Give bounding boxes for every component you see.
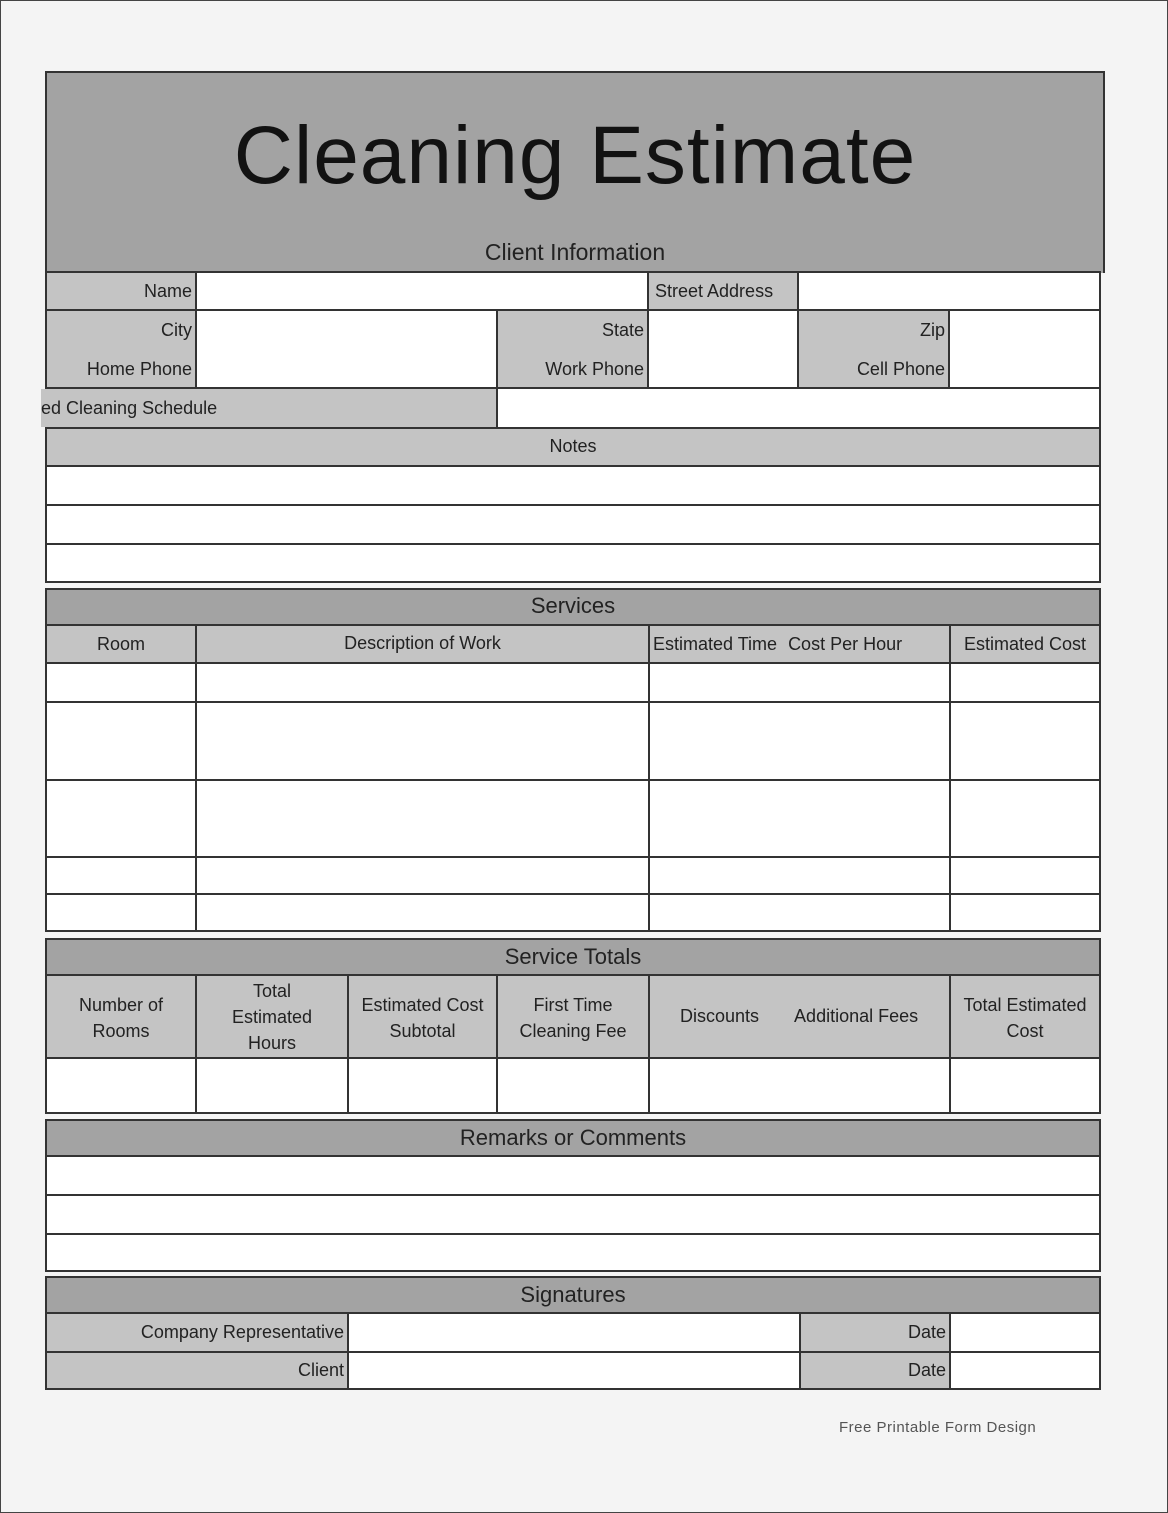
col-cost-per-hour: Cost Per Hour [788,634,903,654]
remarks-heading: Remarks or Comments [47,1121,1099,1155]
col-description: Description of Work [197,626,650,662]
time-cost-cell[interactable] [650,664,951,701]
services-row [47,779,1099,856]
zip-cell-phone-field[interactable] [950,311,1099,387]
services-row [47,893,1099,930]
room-cell[interactable] [47,895,197,930]
room-cell[interactable] [47,703,197,779]
company-rep-signature-field[interactable] [349,1314,801,1351]
description-cell[interactable] [197,664,650,701]
street-address-field[interactable] [799,273,1099,309]
city-phone-labels [47,311,197,387]
company-rep-row [47,1312,1099,1351]
estimated-cost-cell[interactable] [951,858,1099,893]
client-sign-row [47,1351,1099,1388]
col-time-cost [650,626,951,662]
state-label: State [601,320,644,340]
remarks-line-1[interactable] [47,1155,1099,1194]
client-signature-field[interactable] [349,1353,801,1388]
company-rep-label: Company Representative [47,1314,349,1351]
title-banner [45,71,1105,273]
services-row [47,856,1099,893]
state-work-phone-field[interactable] [649,311,799,387]
remarks-line-2[interactable] [47,1194,1099,1233]
services-section [45,588,1101,932]
page-title: Cleaning Estimate [233,110,917,201]
date-label: Date [801,1314,951,1351]
hours-value[interactable] [197,1059,349,1112]
home-phone-label: Home Phone [86,359,192,379]
room-cell[interactable] [47,781,197,856]
name-field[interactable] [197,273,649,309]
schedule-label: ed Cleaning Schedule [41,389,498,427]
col-cost-subtotal: Estimated Cost Subtotal [349,976,498,1057]
client-info-heading: Client Information [484,239,666,265]
col-room: Room [47,626,197,662]
services-header-row [47,624,1099,662]
time-cost-cell[interactable] [650,703,951,779]
notes-label: Notes [47,427,1099,465]
signatures-section [45,1276,1101,1390]
state-work-labels [498,311,649,387]
city-phone-row [47,309,1099,387]
col-estimated-cost: Estimated Cost [963,634,1087,654]
street-address-label: Street Address [649,273,799,309]
cell-phone-label: Cell Phone [856,359,945,379]
discounts-fees-value[interactable] [650,1059,951,1112]
estimated-cost-cell[interactable] [951,703,1099,779]
description-cell[interactable] [197,703,650,779]
time-cost-cell[interactable] [650,781,951,856]
date-label: Date [801,1353,951,1388]
room-cell[interactable] [47,664,197,701]
time-cost-cell[interactable] [650,858,951,893]
work-phone-label: Work Phone [545,359,644,379]
service-totals-section [45,938,1101,1114]
signatures-heading: Signatures [47,1278,1099,1312]
services-heading: Services [47,590,1099,624]
city-label: City [161,320,192,340]
col-additional-fees: Additional Fees [794,1006,919,1026]
description-cell[interactable] [197,781,650,856]
remarks-line-3[interactable] [47,1233,1099,1270]
col-first-time-fee: First Time Cleaning Fee [498,976,650,1057]
name-row [47,271,1099,309]
schedule-row [41,387,1099,427]
totals-value-row [47,1057,1099,1112]
company-rep-date-field[interactable] [951,1314,1099,1351]
description-cell[interactable] [197,895,650,930]
col-total-estimated-cost: Total Estimated Cost [963,995,1087,1041]
services-row [47,701,1099,779]
estimated-cost-cell[interactable] [951,895,1099,930]
city-home-phone-field[interactable] [197,311,498,387]
col-discounts-fees [650,976,951,1057]
notes-line-1[interactable] [47,465,1099,504]
services-row [47,662,1099,701]
client-label: Client [47,1353,349,1388]
zip-label: Zip [919,320,945,340]
notes-line-3[interactable] [47,543,1099,581]
name-label: Name [47,273,197,309]
time-cost-cell[interactable] [650,895,951,930]
totals-header-row [47,974,1099,1057]
col-estimated-time: Estimated Time [653,634,778,654]
description-cell[interactable] [197,858,650,893]
first-time-fee-value[interactable] [498,1059,650,1112]
schedule-field[interactable] [498,389,1099,427]
footer-credit: Free Printable Form Design [839,1419,1037,1436]
zip-cell-labels [799,311,950,387]
total-cost-value[interactable] [951,1059,1099,1112]
col-number-of-rooms: Number of Rooms [47,976,197,1057]
rooms-value[interactable] [47,1059,197,1112]
estimated-cost-cell[interactable] [951,781,1099,856]
col-total-hours: Total Estimated Hours [197,976,349,1057]
client-date-field[interactable] [951,1353,1099,1388]
service-totals-heading: Service Totals [47,940,1099,974]
subtotal-value[interactable] [349,1059,498,1112]
room-cell[interactable] [47,858,197,893]
estimated-cost-cell[interactable] [951,664,1099,701]
remarks-section [45,1119,1101,1272]
client-info-section [41,271,1101,583]
col-discounts: Discounts [680,1006,760,1026]
notes-line-2[interactable] [47,504,1099,543]
